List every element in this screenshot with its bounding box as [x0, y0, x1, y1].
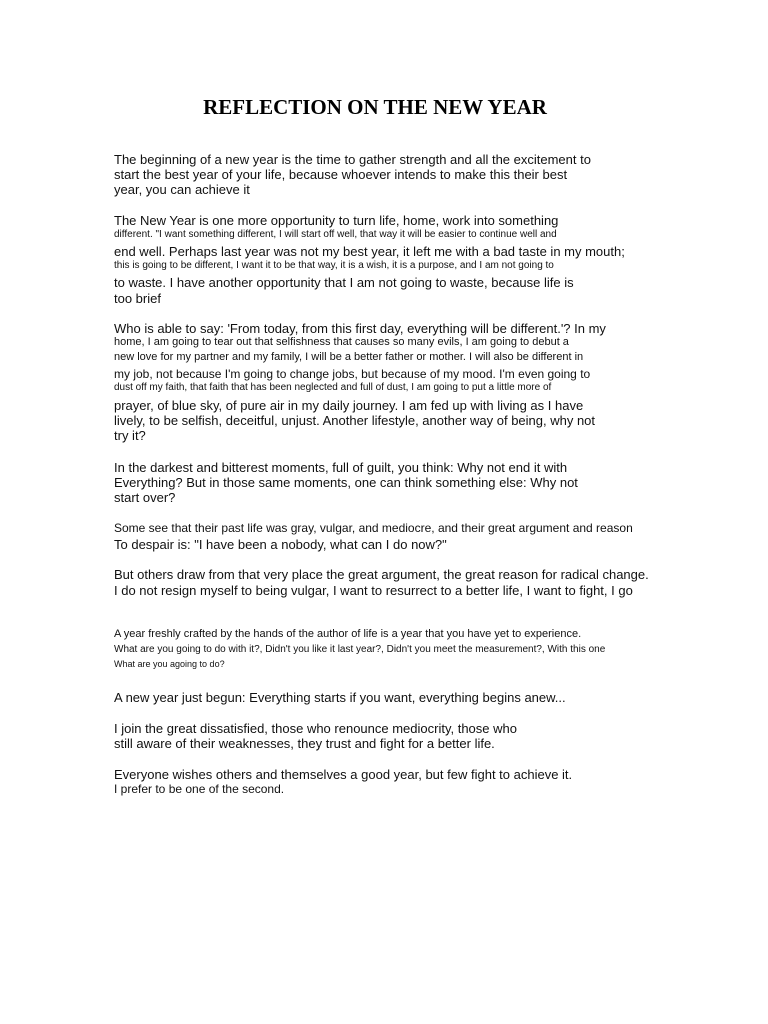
- paragraph-3-line-8: try it?: [114, 428, 146, 443]
- paragraph-7-line-2: What are you going to do with it?, Didn't you like it last year?, Didn't you meet the measurement?, With this one: [114, 644, 606, 655]
- paragraph-5-line-1: Some see that their past life was gray, vulgar, and mediocre, and their great argument and reason: [114, 521, 633, 535]
- paragraph-6-line-1: But others draw from that very place the great argument, the great reason for radical change.: [114, 567, 649, 582]
- paragraph-9-line-2: still aware of their weaknesses, they trust and fight for a better life.: [114, 736, 495, 751]
- document-title: [0, 94, 768, 120]
- paragraph-4-line-1: In the darkest and bitterest moments, full of guilt, you think: Why not end it with: [114, 460, 568, 475]
- paragraph-3-line-5: dust off my faith, that faith that has been neglected and full of dust, I am going to put a little more of: [114, 382, 552, 393]
- paragraph-6-line-2: I do not resign myself to being vulgar, I want to resurrect to a better life, I want to fight, I go: [114, 583, 633, 598]
- paragraph-9-line-1: I join the great dissatisfied, those who renounce mediocrity, those who: [114, 721, 517, 736]
- paragraph-1-line-2: start the best year of your life, because whoever intends to make this their best: [114, 167, 568, 182]
- paragraph-2-line-5: to waste. I have another opportunity that I am not going to waste, because life is: [114, 275, 574, 290]
- paragraph-3-line-6: prayer, of blue sky, of pure air in my daily journey. I am fed up with living as I have: [114, 398, 584, 413]
- paragraph-2-line-3: end well. Perhaps last year was not my best year, it left me with a bad taste in my mouth;: [114, 244, 625, 259]
- paragraph-3-line-4: my job, not because I'm going to change jobs, but because of my mood. I'm even going to: [114, 367, 591, 381]
- paragraph-1-line-1: The beginning of a new year is the time to gather strength and all the excitement to: [114, 152, 591, 167]
- paragraph-4-line-2: Everything? But in those same moments, one can think something else: Why not: [114, 475, 578, 490]
- paragraph-7-line-1: A year freshly crafted by the hands of the author of life is a year that you have yet to experience.: [114, 628, 582, 640]
- paragraph-3-line-7: lively, to be selfish, deceitful, unjust. Another lifestyle, another way of being, why not: [114, 413, 596, 428]
- paragraph-2-line-6: too brief: [114, 291, 161, 306]
- paragraph-10-line-1: Everyone wishes others and themselves a good year, but few fight to achieve it.: [114, 767, 573, 782]
- paragraph-2-line-4: this is going to be different, I want it to be that way, it is a wish, it is a purpose, and I am not going to: [114, 260, 554, 271]
- paragraph-3-line-1: Who is able to say: 'From today, from this first day, everything will be different.'? In my: [114, 321, 606, 336]
- paragraph-2-line-2: different. "I want something different, I will start off well, that way it will be easier to continue well and: [114, 229, 557, 240]
- paragraph-7-line-3: What are you agoing to do?: [114, 659, 225, 669]
- paragraph-1-line-3: year, you can achieve it: [114, 182, 250, 197]
- paragraph-2-line-1: The New Year is one more opportunity to turn life, home, work into something: [114, 213, 559, 228]
- document-title-text: REFLECTION ON THE NEW YEAR: [203, 95, 547, 119]
- paragraph-5-line-2: To despair is: "I have been a nobody, what can I do now?": [114, 537, 447, 552]
- paragraph-3-line-2: home, I am going to tear out that selfishness that causes so many evils, I am going to debut a: [114, 336, 569, 348]
- paragraph-3-line-3: new love for my partner and my family, I will be a better father or mother. I will also be different in: [114, 351, 584, 363]
- paragraph-4-line-3: start over?: [114, 490, 176, 505]
- paragraph-8-line-1: A new year just begun: Everything starts if you want, everything begins anew...: [114, 690, 566, 705]
- paragraph-10-line-2: I prefer to be one of the second.: [114, 782, 285, 796]
